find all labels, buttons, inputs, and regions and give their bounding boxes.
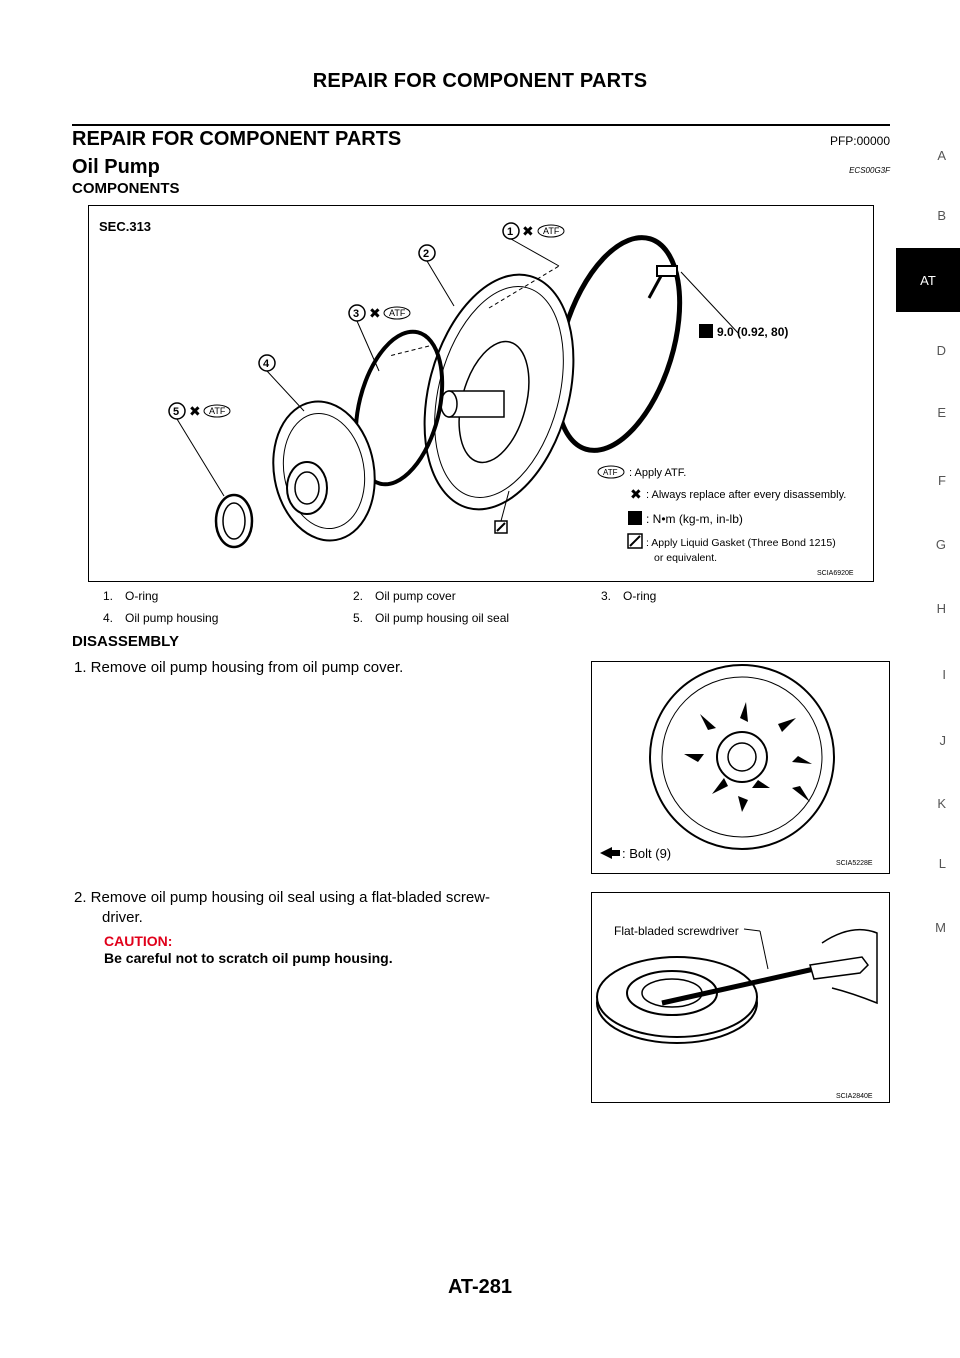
part-name: Oil pump cover [375,589,456,603]
side-tab-b[interactable]: B [937,208,946,223]
screwdriver-figure [591,892,890,1103]
pfp-code: PFP:00000 [829,134,890,148]
components-figure [88,205,874,582]
svg-text:✖: ✖ [189,403,201,419]
svg-text:✖: ✖ [369,305,381,321]
svg-text:ATF: ATF [543,226,560,236]
screwdriver-handle [810,957,868,979]
svg-text:or equivalent.: or equivalent. [654,552,718,564]
sec-label: SEC.313 [99,219,152,234]
svg-text:ATF: ATF [389,308,406,318]
side-tab-g[interactable]: G [935,537,946,552]
svg-text:5: 5 [173,406,180,418]
oil-pump-housing-drawing [263,393,386,548]
subsection-title: Oil Pump [72,156,160,178]
torque-icon [699,324,713,338]
step-1: 1. Remove oil pump housing from oil pump cover. [74,659,404,676]
svg-text:: Always replace after every d: : Always replace after every disassembly. [646,489,847,501]
oil-pump-cover-drawing [389,258,598,526]
svg-text:1: 1 [507,226,514,238]
side-tab-i[interactable]: I [942,667,946,682]
svg-text:3: 3 [353,308,360,320]
svg-text:2: 2 [423,248,430,260]
side-tab-e[interactable]: E [937,405,946,420]
components-heading: COMPONENTS [72,180,180,197]
callout-2 [419,245,454,306]
bolt-icon [649,266,677,298]
disassembly-heading: DISASSEMBLY [72,633,179,650]
part-num: 2. [353,589,364,603]
torque-value: 9.0 (0.92, 80) [717,325,789,339]
ecs-code: ECS00G3F [849,166,890,175]
seal-removal-diagram [592,893,889,1102]
part-num: 4. [103,611,114,625]
callout-4 [259,355,304,411]
screwdriver-label: Flat-bladed screwdriver [614,924,739,938]
part-name: Oil pump housing oil seal [375,611,510,625]
side-tab-at[interactable]: AT [896,248,960,312]
callout-5 [169,403,230,496]
side-tab-h[interactable]: H [936,601,946,616]
step-2-line-2: driver. [102,909,143,926]
part-name: O-ring [623,589,657,603]
page-header-title: REPAIR FOR COMPONENT PARTS [312,70,648,92]
bolt-label: : Bolt (9) [622,846,672,861]
figure-legend [598,466,846,564]
side-tab-m[interactable]: M [935,920,946,935]
svg-text:: Apply ATF.: : Apply ATF. [629,467,687,479]
pump-cover-bolts-diagram [592,662,889,873]
side-tab-a[interactable]: A [937,148,946,163]
svg-text:✖: ✖ [630,486,642,502]
side-tab-j[interactable]: J [939,733,946,748]
header-rule [72,124,890,126]
part-num: 5. [353,611,364,625]
bolt-figure [591,661,890,874]
parts-list [103,586,656,630]
callout-3 [349,305,410,371]
svg-text:: N•m (kg-m, in-lb): : N•m (kg-m, in-lb) [646,512,743,526]
side-tab-d[interactable]: D [936,343,946,358]
svg-text:ATF: ATF [603,468,618,477]
svg-text:: Apply Liquid Gasket (Three B: : Apply Liquid Gasket (Three Bond 1215) [646,537,836,549]
oil-pump-exploded-diagram [89,206,873,581]
page-number: AT-281 [447,1276,513,1298]
figure-code: SCIA2840E [836,1093,873,1100]
section-title: REPAIR FOR COMPONENT PARTS [72,128,402,150]
side-tab-f[interactable]: F [938,473,946,488]
step-2-line-1: 2. Remove oil pump housing oil seal using a flat-bladed screw- [74,889,491,906]
caution-text: Be careful not to scratch oil pump housing. [104,950,393,966]
figure-code: SCIA5228E [836,860,873,867]
callout-1 [503,223,564,266]
svg-text:4: 4 [263,358,270,370]
part-num: 1. [103,589,114,603]
part-num: 3. [601,589,612,603]
part-name: Oil pump housing [125,611,219,625]
step-2 [74,888,574,928]
svg-text:✖: ✖ [522,223,534,239]
side-tab-k[interactable]: K [937,796,946,811]
figure-code: SCIA6920E [817,570,854,577]
caution-heading: CAUTION: [104,933,173,949]
side-tab-l[interactable]: L [938,856,946,871]
svg-text:ATF: ATF [209,406,226,416]
part-name: O-ring [125,589,159,603]
